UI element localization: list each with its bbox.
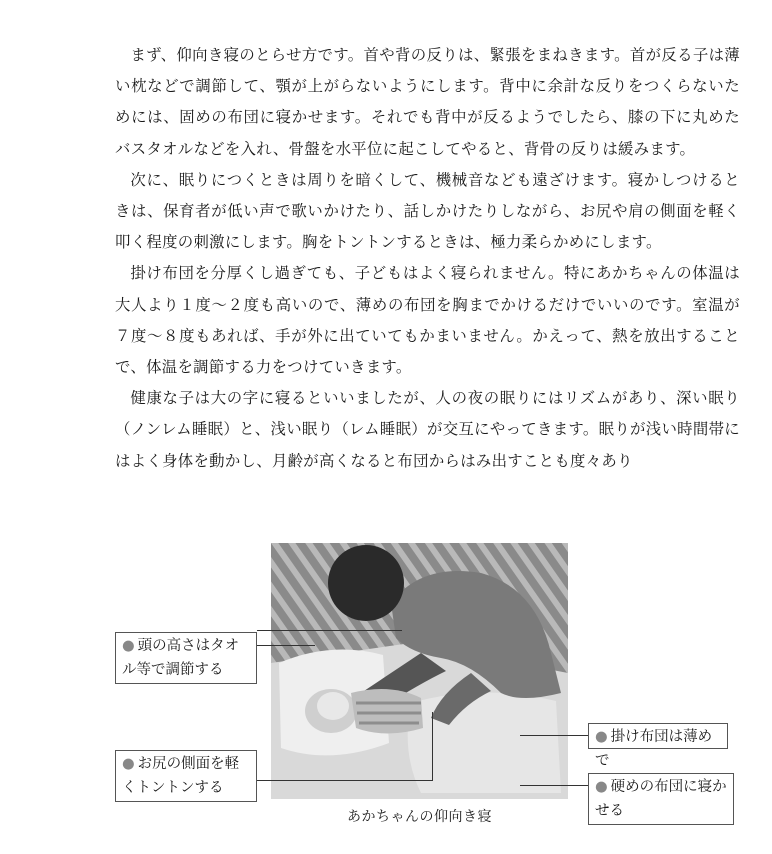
leader-line — [432, 712, 433, 781]
leader-line — [257, 630, 402, 631]
bullet-icon: ● — [122, 638, 135, 654]
figure-caption: あかちゃんの仰向き寝 — [347, 809, 492, 825]
baby-sleeping-photo — [271, 543, 568, 799]
bullet-icon: ● — [122, 756, 135, 772]
callout-text: 掛け布団は薄めで — [595, 729, 713, 769]
paragraph: 掛け布団を分厚くし過ぎても、子どもはよく寝られません。特にあかちゃんの体温は大人より１度〜２度も高いので、薄めの布団を胸までかけるだけでいいのです。室温が７度〜８度もあれば、手が外に出ていてもかまいません。かえって、熱を放出することで、体温を調節する力をつけていきます。 — [115, 264, 740, 377]
bullet-icon: ● — [595, 779, 608, 795]
leader-line — [520, 785, 588, 786]
callout-text: 硬めの布団に寝かせる — [595, 779, 727, 819]
callout-text: お尻の側面を軽くトントンする — [122, 756, 240, 796]
callout-head-height — [115, 632, 257, 684]
callout-text: 頭の高さはタオル等で調節する — [122, 638, 240, 678]
callout-firm-futon — [588, 773, 734, 825]
paragraph: まず、仰向き寝のとらせ方です。首や背の反りは、緊張をまねきます。首が反る子は薄い枕などで調節して、顎が上がらないようにします。背中に余計な反りをつくらないためには、固めの布団に寝かせます。それでも背中が反るようでしたら、膝の下に丸めたバスタオルなどを入れ、骨盤を水平位に起こしてやると、背骨の反りは緩みます。 — [115, 46, 740, 158]
leader-line — [257, 645, 315, 646]
callout-thin-blanket — [588, 723, 728, 769]
leader-line — [257, 780, 433, 781]
bullet-icon: ● — [595, 729, 608, 745]
callout-buttock-side — [115, 750, 257, 802]
leader-line — [520, 735, 588, 736]
paragraph: 健康な子は大の字に寝るといいましたが、人の夜の眠りにはリズムがあり、深い眠り（ノンレム睡眠）と、浅い眠り（レム睡眠）が交互にやってきます。眠りが浅い時間帯にはよく身体を動かし、月齢が高くなると布団からはみ出すことも度々あり — [115, 389, 740, 470]
body-text — [115, 40, 740, 477]
paragraph: 次に、眠りにつくときは周りを暗くして、機械音なども遠ざけます。寝かしつけるときは、保育者が低い声で歌いかけたり、話しかけたりしながら、お尻や肩の側面を軽く叩く程度の刺激にします。胸をトントンするときは、極力柔らかめにします。 — [115, 170, 740, 252]
